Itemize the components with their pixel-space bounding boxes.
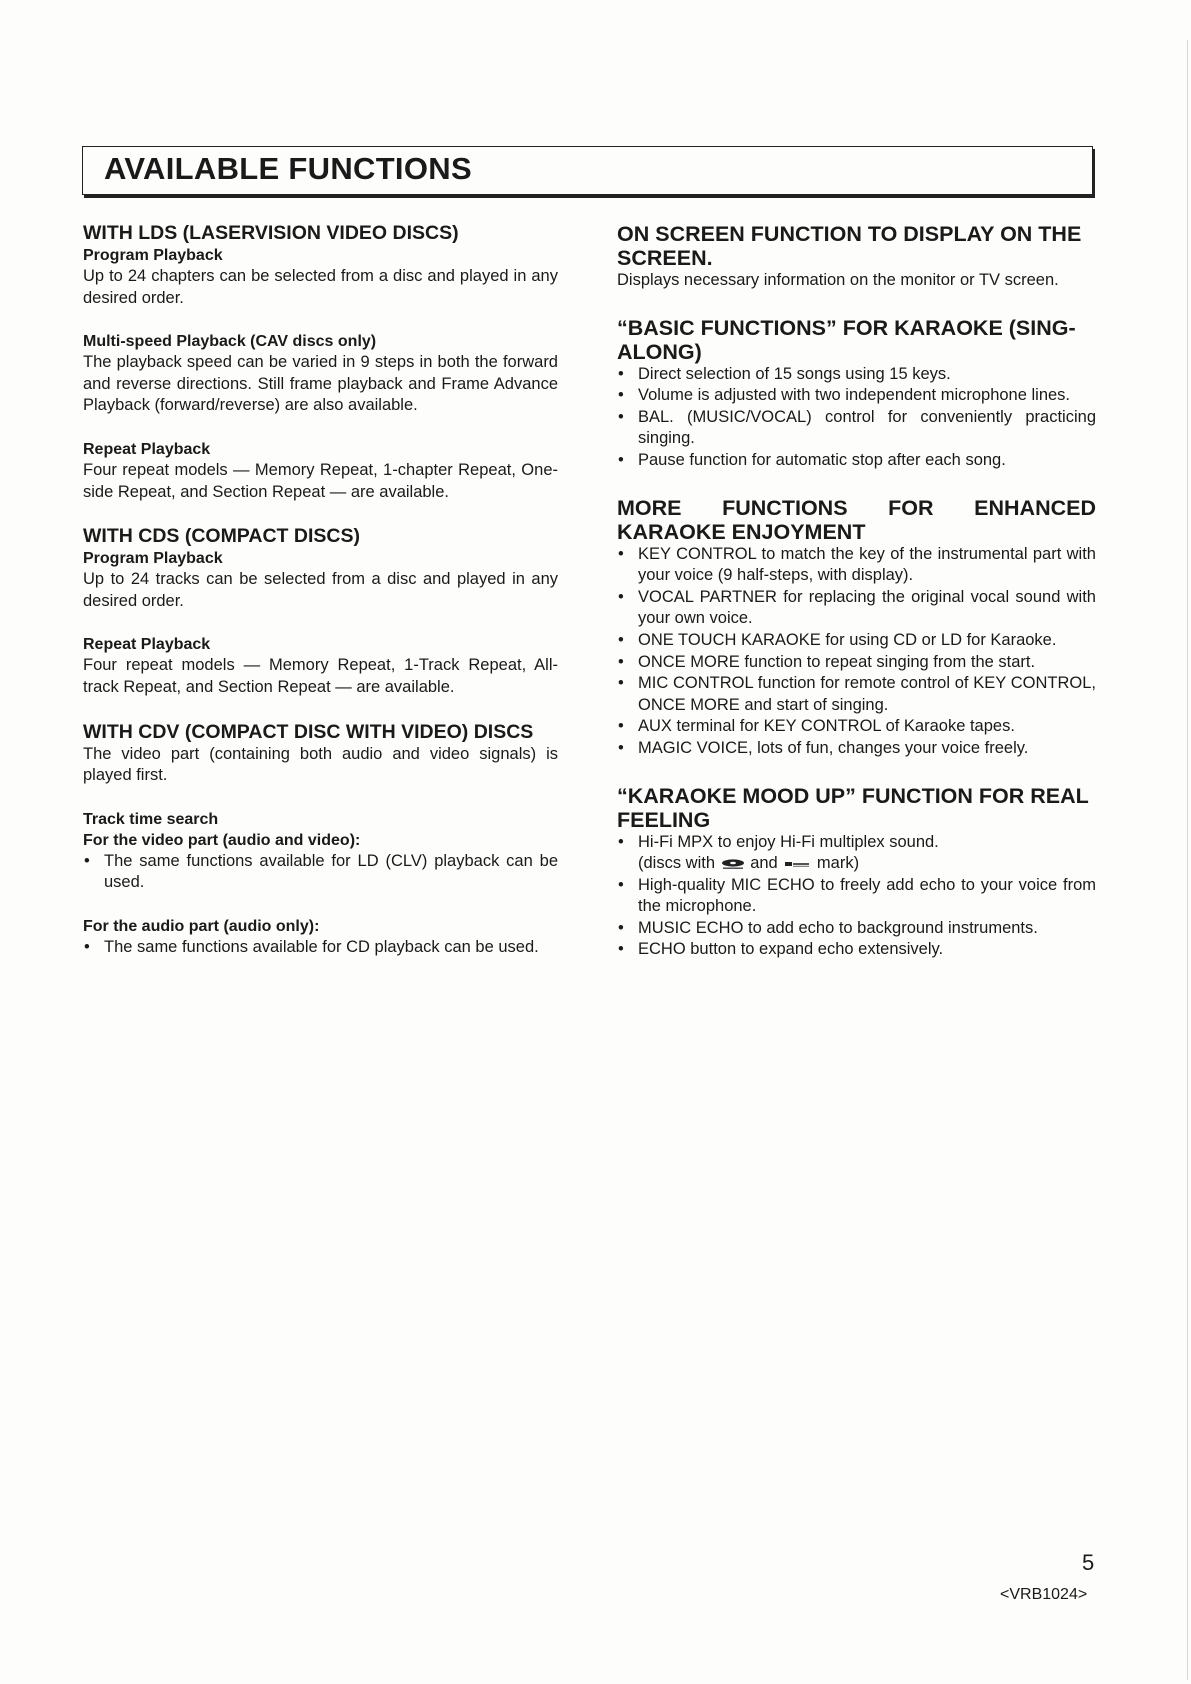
- right-column: [617, 222, 1096, 961]
- onscreen-heading: ON SCREEN FUNCTION TO DISPLAY ON THE SCREEN.: [617, 222, 1082, 270]
- cdv-audio-list: [83, 937, 558, 959]
- cds-repeat-text: Four repeat models — Memory Repeat, 1-Track Repeat, All-track Repeat, and Section Repeat — are available.: [83, 656, 558, 696]
- cdv-audio-title: For the audio part (audio only):: [83, 917, 320, 935]
- cds-program-text: Up to 24 tracks can be selected from a disc and played in any desired order.: [83, 570, 558, 610]
- list-item: [617, 832, 1096, 875]
- list-item: • VOCAL PARTNER for replacing the original vocal sound with your own voice.: [617, 587, 1096, 630]
- cds-heading: WITH CDS (COMPACT DISCS): [83, 525, 360, 548]
- list-item: • ONCE MORE function to repeat singing from the start.: [617, 652, 1096, 674]
- lds-heading: WITH LDS (LASERVISION VIDEO DISCS): [83, 222, 459, 244]
- left-column: [83, 222, 558, 959]
- page-number: 5: [1082, 1550, 1095, 1575]
- list-item: • The same functions available for CD playback can be used.: [83, 937, 558, 959]
- lds-program-text: Up to 24 chapters can be selected from a disc and played in any desired order.: [83, 267, 558, 307]
- mood-bullet1-mid: and: [750, 854, 778, 873]
- list-item: • Volume is adjusted with two independent microphone lines.: [617, 385, 1096, 407]
- mood-bullet1-line1: Hi-Fi MPX to enjoy Hi-Fi multiplex sound.: [638, 832, 939, 851]
- cdv-heading: WITH CDV (COMPACT DISC WITH VIDEO) DISCS: [83, 720, 534, 743]
- lds-repeat-text: Four repeat models — Memory Repeat, 1-chapter Repeat, One-side Repeat, and Section Repeat — are available.: [83, 460, 558, 501]
- list-item: • BAL. (MUSIC/VOCAL) control for conveniently practicing singing.: [617, 407, 1096, 450]
- title-box: [82, 146, 1093, 195]
- list-item: • ONE TOUCH KARAOKE for using CD or LD for Karaoke.: [617, 630, 1096, 652]
- mood-bullet1-pre: (discs with: [638, 854, 716, 873]
- cds-repeat-title: Repeat Playback: [83, 636, 211, 654]
- list-item: • Direct selection of 15 songs using 15 keys.: [617, 364, 1096, 386]
- list-item: • The same functions available for LD (CLV) playback can be used.: [83, 851, 558, 894]
- cdv-intro: The video part (containing both audio and video signals) is played first.: [83, 744, 558, 785]
- cdv-video-list: [83, 851, 558, 894]
- onscreen-text: Displays necessary information on the monitor or TV screen.: [617, 271, 1059, 289]
- cd-video-logo-icon: [720, 858, 746, 870]
- document-code: <VRB1024>: [1000, 1586, 1088, 1603]
- lds-multispeed-title: Multi-speed Playback (CAV discs only): [83, 333, 377, 351]
- laserdisc-logo-icon: [782, 858, 812, 870]
- cdv-search-title: Track time search: [83, 810, 219, 828]
- lds-multispeed-text: The playback speed can be varied in 9 steps in both the forward and reverse directions. Still frame playback and Frame Advance Playback (forward/reverse) are also available.: [83, 353, 558, 415]
- more-list: [617, 544, 1096, 760]
- mood-bullet1-post: mark): [816, 854, 860, 873]
- list-item: • MAGIC VOICE, lots of fun, changes your voice freely.: [617, 738, 1096, 760]
- list-item: • MUSIC ECHO to add echo to background instruments.: [617, 918, 1096, 940]
- more-heading: MORE FUNCTIONS FOR ENHANCED KARAOKE ENJOYMENT: [617, 495, 1096, 544]
- list-item: • High-quality MIC ECHO to freely add echo to your voice from the microphone.: [617, 875, 1096, 918]
- lds-program-title: Program Playback: [83, 247, 223, 264]
- mood-heading: “KARAOKE MOOD UP” FUNCTION FOR REAL FEELING: [617, 783, 1089, 832]
- mood-list: [617, 832, 1096, 962]
- lds-repeat-title: Repeat Playback: [83, 440, 211, 458]
- cdv-video-title: For the video part (audio and video):: [83, 831, 361, 849]
- list-item: • Pause function for automatic stop after each song.: [617, 450, 1096, 472]
- cds-program-title: Program Playback: [83, 550, 223, 568]
- page-edge-line: [1187, 40, 1188, 1680]
- list-item: • MIC CONTROL function for remote control of KEY CONTROL, ONCE MORE and start of singing.: [617, 673, 1096, 716]
- page-title: AVAILABLE FUNCTIONS: [104, 151, 472, 186]
- basic-heading: “BASIC FUNCTIONS” FOR KARAOKE (SING-ALONG): [617, 315, 1076, 364]
- list-item: • AUX terminal for KEY CONTROL of Karaoke tapes.: [617, 716, 1096, 738]
- list-item: • ECHO button to expand echo extensively.: [617, 939, 1096, 961]
- list-item: • KEY CONTROL to match the key of the instrumental part with your voice (9 half-steps, with display).: [617, 544, 1096, 587]
- basic-list: [617, 364, 1096, 472]
